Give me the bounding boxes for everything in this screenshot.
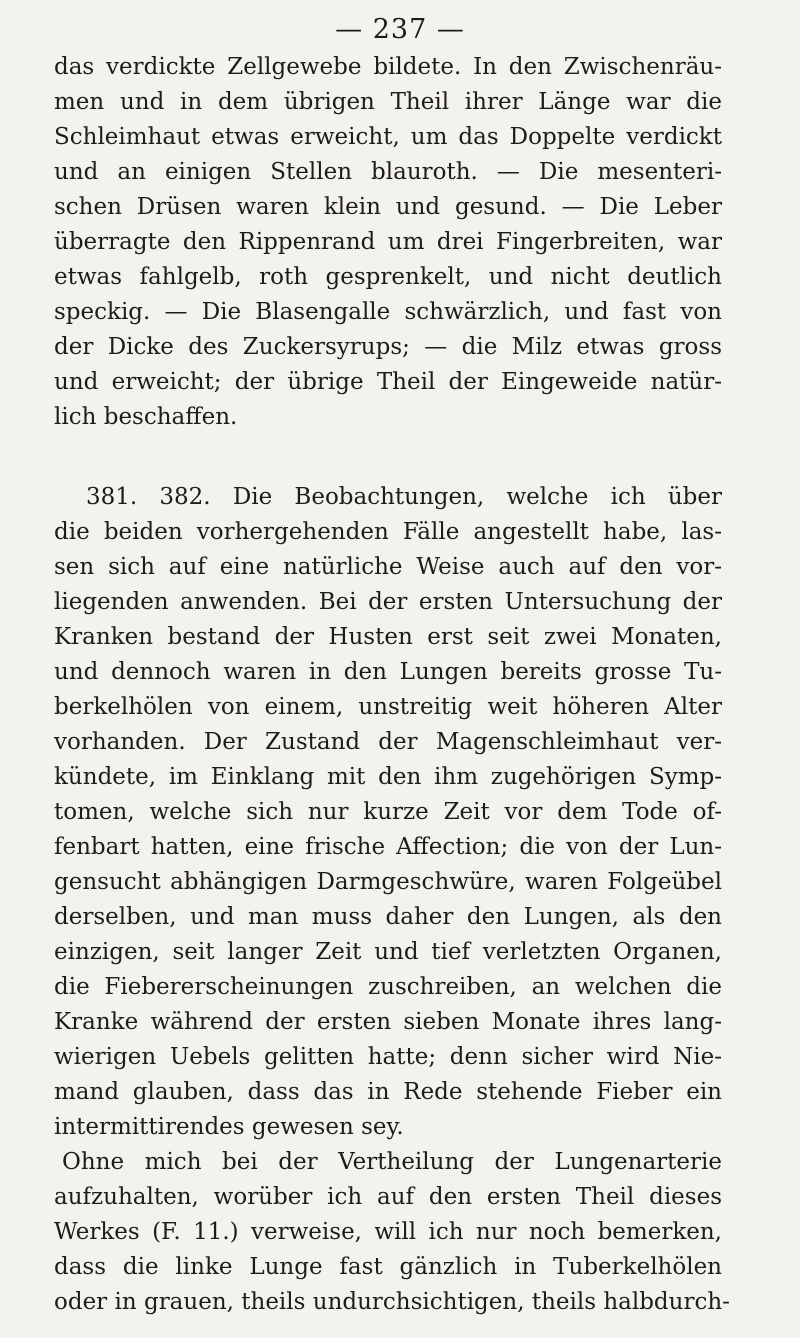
- text-line: Werkes (F. 11.) verweise, will ich nur noch bemerken,: [54, 1219, 722, 1245]
- text-line: das verdickte Zellgewebe bildete. In den Zwischenräu-: [54, 54, 722, 80]
- text-line: dass die linke Lunge fast gänzlich in Tuberkelhölen: [54, 1254, 722, 1280]
- text-line: Schleimhaut etwas erweicht, um das Doppelte verdickt: [54, 124, 722, 150]
- text-line: kündete, im Einklang mit den ihm zugehörigen Symp-: [54, 764, 722, 790]
- text-line: schen Drüsen waren klein und gesund. — Die Leber: [54, 194, 722, 220]
- text-line: fenbart hatten, eine frische Affection; die von der Lun-: [54, 834, 722, 860]
- text-line: berkelhölen von einem, unstreitig weit höheren Alter: [54, 694, 722, 720]
- text-line: derselben, und man muss daher den Lungen, als den: [54, 904, 722, 930]
- text-line: men und in dem übrigen Theil ihrer Länge war die: [54, 89, 722, 115]
- text-line: lich beschaffen.: [54, 404, 238, 430]
- text-line: speckig. — Die Blasengalle schwärzlich, und fast von: [54, 299, 722, 325]
- text-line: sen sich auf eine natürliche Weise auch auf den vor-: [54, 554, 722, 580]
- paragraph-start-line: Ohne mich bei der Vertheilung der Lungenarterie: [62, 1149, 722, 1175]
- text-line: gensucht abhängigen Darmgeschwüre, waren Folgeübel: [54, 869, 722, 895]
- text-line: die beiden vorhergehenden Fälle angestellt habe, las-: [54, 519, 722, 545]
- text-line: mand glauben, dass das in Rede stehende Fieber ein: [54, 1079, 722, 1105]
- text-line: Kranken bestand der Husten erst seit zwei Monaten,: [54, 624, 722, 650]
- text-line: und an einigen Stellen blauroth. — Die mesenteri-: [54, 159, 722, 185]
- text-line: und dennoch waren in den Lungen bereits grosse Tu-: [54, 659, 722, 685]
- text-line: Kranke während der ersten sieben Monate ihres lang-: [54, 1009, 722, 1035]
- text-line: die Fiebererscheinungen zuschreiben, an welchen die: [54, 974, 722, 1000]
- text-line: der Dicke des Zuckersyrups; — die Milz etwas gross: [54, 334, 722, 360]
- text-line: intermittirendes gewesen sey.: [54, 1114, 404, 1140]
- text-line: aufzuhalten, worüber ich auf den ersten Theil dieses: [54, 1184, 722, 1210]
- text-line: oder in grauen, theils undurchsichtigen, theils halbdurch-: [54, 1289, 730, 1315]
- text-line: einzigen, seit langer Zeit und tief verletzten Organen,: [54, 939, 722, 965]
- text-line: etwas fahlgelb, roth gesprenkelt, und nicht deutlich: [54, 264, 722, 290]
- text-line: und erweicht; der übrige Theil der Eingeweide natür-: [54, 369, 722, 395]
- section-start-line: 381. 382. Die Beobachtungen, welche ich über: [86, 484, 722, 510]
- text-line: tomen, welche sich nur kurze Zeit vor dem Tode of-: [54, 799, 722, 825]
- text-line: überragte den Rippenrand um drei Fingerbreiten, war: [54, 229, 722, 255]
- page-number: — 237 —: [335, 14, 465, 45]
- text-line: wierigen Uebels gelitten hatte; denn sicher wird Nie-: [54, 1044, 722, 1070]
- text-line: vorhanden. Der Zustand der Magenschleimhaut ver-: [54, 729, 722, 755]
- text-line: liegenden anwenden. Bei der ersten Untersuchung der: [54, 589, 722, 615]
